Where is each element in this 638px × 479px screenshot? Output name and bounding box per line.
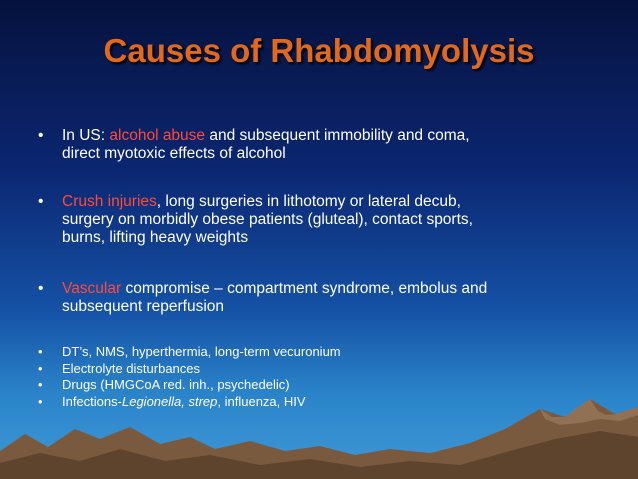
bullet-text: , long surgeries in lithotomy or lateral decub, xyxy=(156,193,461,210)
primary-bullet-list xyxy=(0,193,638,247)
list-item xyxy=(0,127,638,163)
bullet-text: Electrolyte disturbances xyxy=(62,360,201,376)
secondary-bullet-list xyxy=(0,344,638,410)
bullet-text: burns, lifting heavy weights xyxy=(62,229,249,246)
bullet-text: direct myotoxic effects of alcohol xyxy=(62,145,286,162)
bullet-text: Drugs (HMGCoA red. inh., psychedelic) xyxy=(62,377,290,392)
bullet-text: DT’s, NMS, hyperthermia, long-term vecuronium xyxy=(62,344,341,359)
italic-text: Legionella, strep xyxy=(121,393,218,409)
list-item xyxy=(0,361,638,378)
highlight-text: Crush injuries xyxy=(62,193,157,210)
bullet-icon: • xyxy=(38,344,43,359)
bullet-icon: • xyxy=(38,377,43,392)
list-item xyxy=(0,344,638,361)
bullet-text: and subsequent immobility and coma, xyxy=(205,127,470,144)
list-item xyxy=(0,280,638,316)
bullet-text: surgery on morbidly obese patients (gluteal), contact sports, xyxy=(62,211,473,228)
bullet-text: subsequent reperfusion xyxy=(62,298,225,315)
list-item xyxy=(0,394,638,411)
bullet-prefix: Infections- xyxy=(62,393,122,409)
primary-bullet-list xyxy=(0,280,638,316)
highlight-text: alcohol abuse xyxy=(109,127,206,144)
bullet-text: compromise – compartment syndrome, embolus and xyxy=(121,280,488,297)
bullet-icon: • xyxy=(38,193,44,210)
bullet-icon: • xyxy=(38,127,44,144)
list-item xyxy=(0,193,638,247)
bullet-suffix: , influenza, HIV xyxy=(217,393,306,409)
bullet-icon: • xyxy=(38,393,43,409)
slide-title: Causes of Rhabdomyolysis xyxy=(103,32,535,69)
bullet-icon: • xyxy=(38,360,43,376)
primary-bullet-list xyxy=(0,127,638,163)
list-item xyxy=(0,377,638,394)
bullet-icon: • xyxy=(38,280,44,297)
highlight-text: Vascular xyxy=(62,280,122,297)
bullet-prefix: In US: xyxy=(62,127,110,144)
